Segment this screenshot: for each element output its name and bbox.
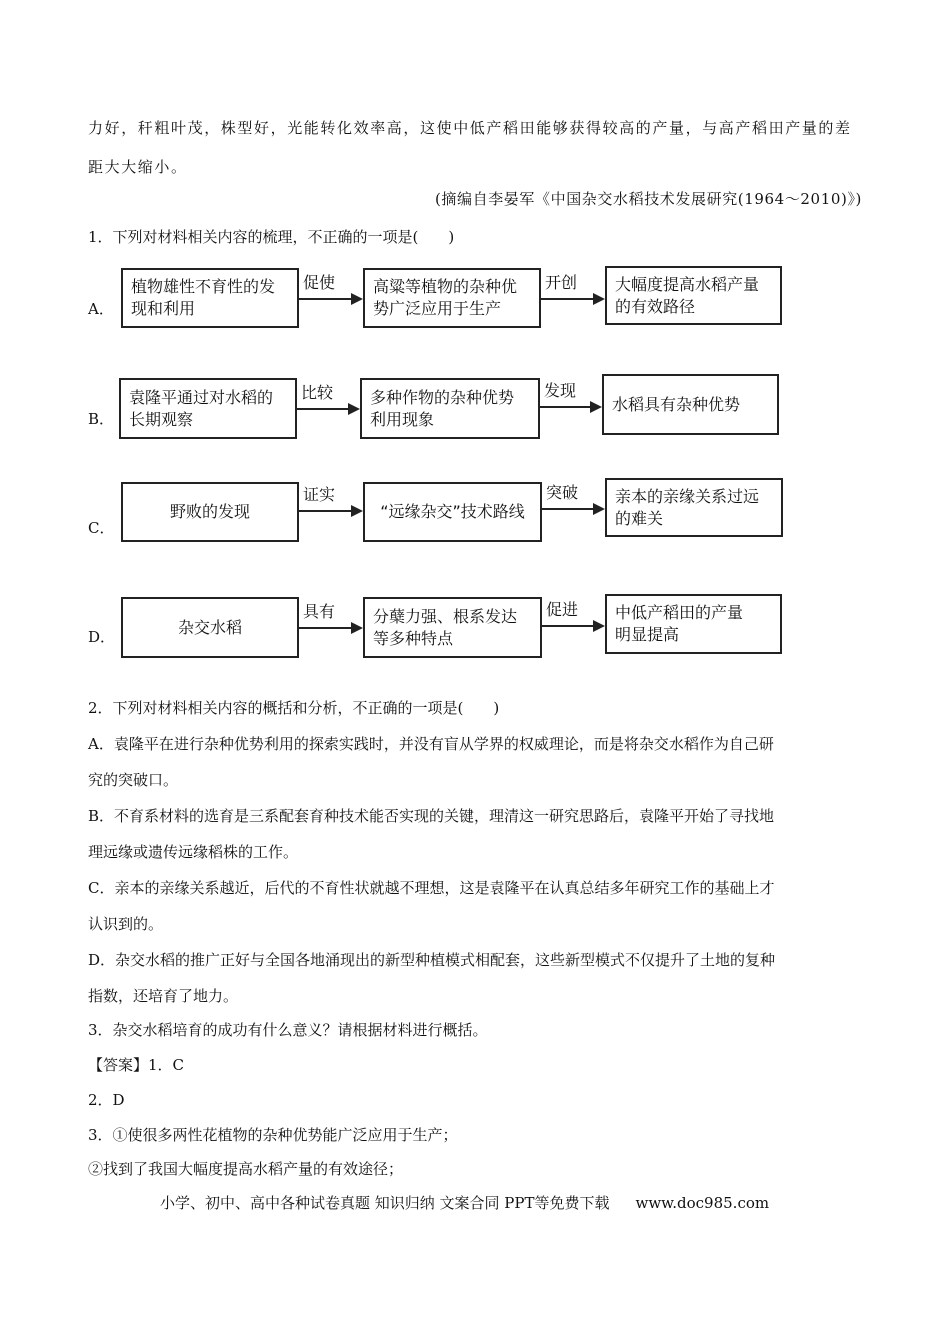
- option-c-box-1: 野败的发现: [121, 482, 299, 542]
- answer-line-4: ②找到了我国大幅度提高水稻产量的有效途径；: [88, 1160, 404, 1178]
- footer-url[interactable]: www.doc985.com: [635, 1194, 770, 1212]
- option-b-box-2: 多种作物的杂种优势 利用现象: [360, 378, 540, 439]
- option-a-arrow-2: 开创: [541, 272, 605, 312]
- option-d-box-2: 分蘖力强、根系发达 等多种特点: [363, 597, 542, 658]
- option-d-arrow-2: 促进: [542, 599, 605, 639]
- passage-line-2: 距大大缩小。: [88, 158, 188, 176]
- question-2-stem: 2．下列对材料相关内容的概括和分析，不正确的一项是( ): [88, 699, 500, 717]
- option-d-box-1: 杂交水稻: [121, 597, 299, 658]
- option-a-box-3: 大幅度提高水稻产量 的有效路径: [605, 266, 782, 325]
- question-3-stem: 3．杂交水稻培育的成功有什么意义？请根据材料进行概括。: [88, 1021, 488, 1039]
- question-2-option-b-line-1: B．不育系材料的选育是三系配套育种技术能否实现的关键，理清这一研究思路后，袁隆平开始了寻找地: [88, 807, 775, 825]
- question-2-option-c-line-1: C．亲本的亲缘关系越近，后代的不育性状就越不理想，这是袁隆平在认真总结多年研究工作的基础上才: [88, 879, 775, 897]
- option-d-label: D．: [88, 628, 116, 646]
- question-2-option-c-line-2: 认识到的。: [88, 915, 164, 933]
- option-b-label: B．: [88, 410, 115, 428]
- question-2-option-a-line-1: A．袁隆平在进行杂种优势利用的探索实践时，并没有盲从学界的权威理论，而是将杂交水稻作为自己研: [88, 735, 774, 753]
- option-b-arrow-1: 比较: [297, 382, 360, 422]
- option-d-arrow-1: 具有: [299, 601, 363, 641]
- passage-source: (摘编自李晏军《中国杂交水稻技术发展研究(1964～2010)》): [434, 190, 862, 208]
- option-b-box-3: 水稻具有杂种优势: [602, 374, 779, 435]
- option-c-label: C．: [88, 519, 115, 537]
- answer-line-2: 2．D: [88, 1091, 125, 1109]
- question-2-option-b-line-2: 理远缘或遗传远缘稻株的工作。: [88, 843, 299, 861]
- option-b-box-1: 袁隆平通过对水稻的 长期观察: [119, 378, 297, 439]
- option-a-arrow-1: 促使: [299, 272, 363, 312]
- option-b-arrow-2: 发现: [540, 380, 602, 420]
- footer: [160, 1192, 769, 1213]
- question-2-option-d-line-2: 指数，还培育了地力。: [88, 987, 239, 1005]
- option-c-box-2: “远缘杂交”技术路线: [363, 482, 542, 542]
- question-1-stem: 1．下列对材料相关内容的梳理，不正确的一项是( ): [88, 228, 455, 246]
- option-c-arrow-1: 证实: [299, 484, 363, 524]
- passage-line-1: 力好，秆粗叶茂，株型好，光能转化效率高，这使中低产稻田能够获得较高的产量，与高产稻田产量的差: [88, 119, 852, 137]
- option-d-box-3: 中低产稻田的产量 明显提高: [605, 594, 782, 654]
- footer-text: 小学、初中、高中各种试卷真题 知识归纳 文案合同 PPT等免费下载: [160, 1194, 610, 1212]
- option-a-box-1: 植物雄性不育性的发 现和利用: [121, 268, 299, 328]
- option-a-label: A．: [88, 300, 114, 318]
- question-2-option-a-line-2: 究的突破口。: [88, 771, 179, 789]
- answer-line-3: 3．①使很多两性花植物的杂种优势能广泛应用于生产；: [88, 1126, 458, 1144]
- option-c-box-3: 亲本的亲缘关系过远 的难关: [605, 478, 783, 537]
- answer-line-1: 【答案】1．C: [88, 1056, 185, 1074]
- option-a-box-2: 高粱等植物的杂种优 势广泛应用于生产: [363, 268, 541, 328]
- option-c-arrow-2: 突破: [542, 482, 605, 522]
- question-2-option-d-line-1: D．杂交水稻的推广正好与全国各地涌现出的新型种植模式相配套，这些新型模式不仅提升了土地的复种: [88, 951, 776, 969]
